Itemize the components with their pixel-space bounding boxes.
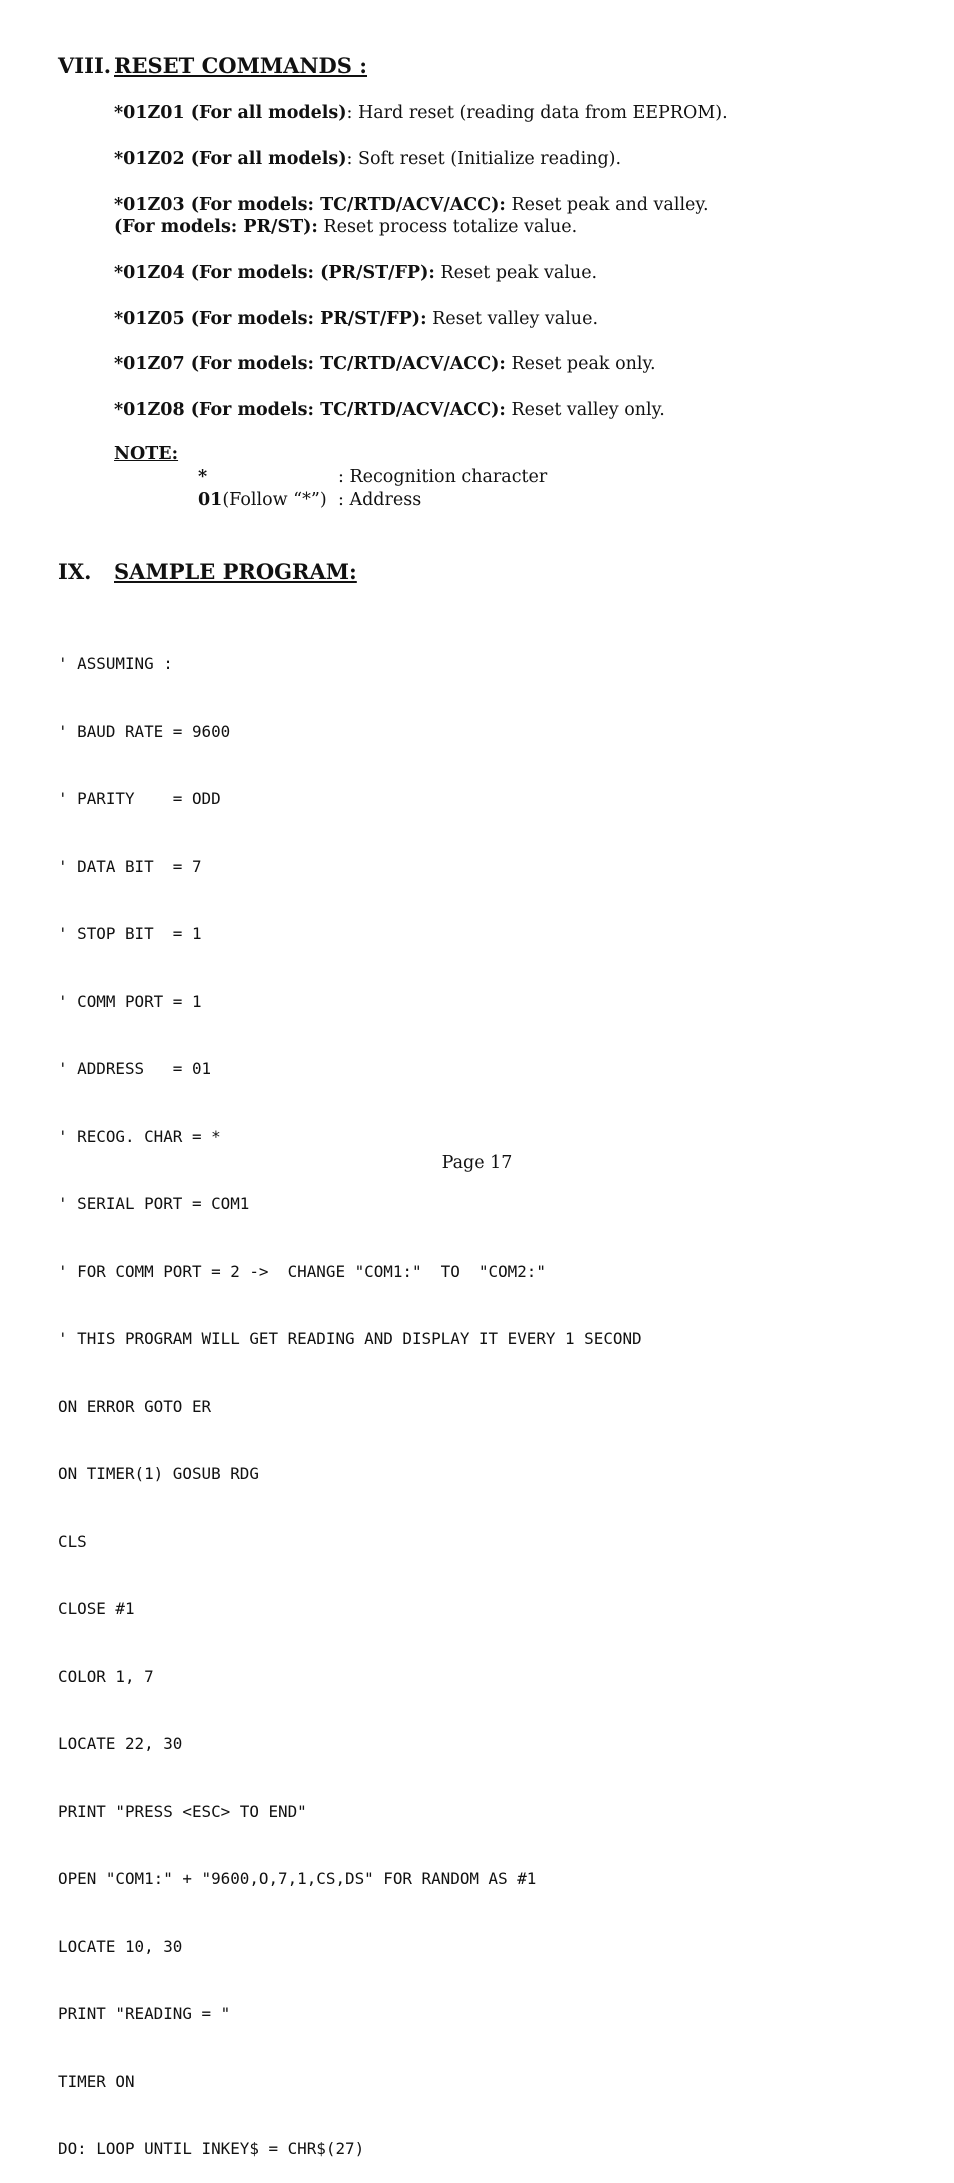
note-row-address bbox=[198, 490, 327, 510]
code-line: PRINT "READING = " bbox=[58, 2004, 231, 2023]
command-z03 bbox=[114, 194, 709, 216]
command-code: *01Z05 (For models: PR/ST/FP): bbox=[114, 309, 427, 329]
section-8-title: RESET COMMANDS : bbox=[114, 53, 367, 78]
command-desc: : Soft reset (Initialize reading). bbox=[346, 149, 622, 169]
code-line: ' DATA BIT = 7 bbox=[58, 856, 202, 876]
code-line: OPEN "COM1:" + "9600,O,7,1,CS,DS" FOR RANDOM AS #1 bbox=[58, 1869, 537, 1888]
command-code: *01Z01 (For all models) bbox=[114, 103, 347, 123]
code-line: ' RECOG. CHAR = * bbox=[58, 1126, 221, 1146]
code-line: ' THIS PROGRAM WILL GET READING AND DISPLAY IT EVERY 1 SECOND bbox=[58, 1329, 642, 1348]
command-code: (For models: PR/ST): bbox=[114, 217, 318, 237]
note-title: NOTE: bbox=[114, 444, 179, 464]
command-z05 bbox=[114, 308, 598, 330]
code-line: ' FOR COMM PORT = 2 -> CHANGE "COM1:" TO "COM2:" bbox=[58, 1261, 546, 1281]
code-line: CLS bbox=[58, 1531, 87, 1551]
code-line: COLOR 1, 7 bbox=[58, 1666, 154, 1686]
note-key-rest: (Follow “*”) bbox=[222, 490, 327, 510]
note-key: 01 bbox=[198, 490, 223, 510]
code-line: ' SERIAL PORT = COM1 bbox=[58, 1194, 250, 1213]
command-code: *01Z03 (For models: TC/RTD/ACV/ACC): bbox=[114, 195, 506, 215]
command-z03-pr-st bbox=[114, 216, 577, 238]
code-line: ' STOP BIT = 1 bbox=[58, 924, 202, 943]
code-line: TIMER ON bbox=[58, 2071, 135, 2091]
code-line: ' COMM PORT = 1 bbox=[58, 991, 202, 1011]
note-value-recognition: : Recognition character bbox=[338, 467, 548, 487]
section-8-number: VIII. bbox=[58, 53, 112, 78]
note-key: * bbox=[198, 467, 208, 487]
command-desc: Reset peak only. bbox=[505, 354, 656, 374]
note-row-recognition bbox=[198, 467, 207, 487]
command-desc: Reset valley only. bbox=[505, 400, 665, 420]
page-number: Page 17 bbox=[441, 1153, 513, 1173]
code-line: LOCATE 22, 30 bbox=[58, 1734, 183, 1753]
command-desc: Reset peak and valley. bbox=[505, 195, 709, 215]
code-line: PRINT "PRESS <ESC> TO END" bbox=[58, 1801, 307, 1821]
command-code: *01Z07 (For models: TC/RTD/ACV/ACC): bbox=[114, 354, 506, 374]
command-code: *01Z08 (For models: TC/RTD/ACV/ACC): bbox=[114, 400, 506, 420]
sample-program-code bbox=[58, 608, 642, 2183]
command-code: *01Z04 (For models: (PR/ST/FP): bbox=[114, 263, 435, 283]
command-z02 bbox=[114, 148, 621, 170]
command-z04 bbox=[114, 262, 597, 284]
command-z01 bbox=[114, 102, 728, 124]
code-line: ' PARITY = ODD bbox=[58, 789, 221, 808]
code-line: ' ASSUMING : bbox=[58, 654, 173, 673]
code-line: ON TIMER(1) GOSUB RDG bbox=[58, 1464, 259, 1483]
code-line: LOCATE 10, 30 bbox=[58, 1936, 183, 1956]
code-line: ' ADDRESS = 01 bbox=[58, 1059, 212, 1078]
section-9-title: SAMPLE PROGRAM: bbox=[114, 559, 357, 584]
code-line: ' BAUD RATE = 9600 bbox=[58, 721, 231, 741]
section-9-number: IX. bbox=[58, 559, 92, 584]
command-desc: : Hard reset (reading data from EEPROM). bbox=[346, 103, 728, 123]
code-line: DO: LOOP UNTIL INKEY$ = CHR$(27) bbox=[58, 2139, 365, 2158]
command-z07 bbox=[114, 353, 656, 375]
code-line: CLOSE #1 bbox=[58, 1599, 135, 1618]
command-desc: Reset process totalize value. bbox=[317, 217, 578, 237]
code-line: ON ERROR GOTO ER bbox=[58, 1396, 212, 1416]
command-code: *01Z02 (For all models) bbox=[114, 149, 347, 169]
command-z08 bbox=[114, 399, 665, 421]
command-desc: Reset valley value. bbox=[426, 309, 599, 329]
command-desc: Reset peak value. bbox=[434, 263, 598, 283]
note-value-address: : Address bbox=[338, 490, 422, 510]
